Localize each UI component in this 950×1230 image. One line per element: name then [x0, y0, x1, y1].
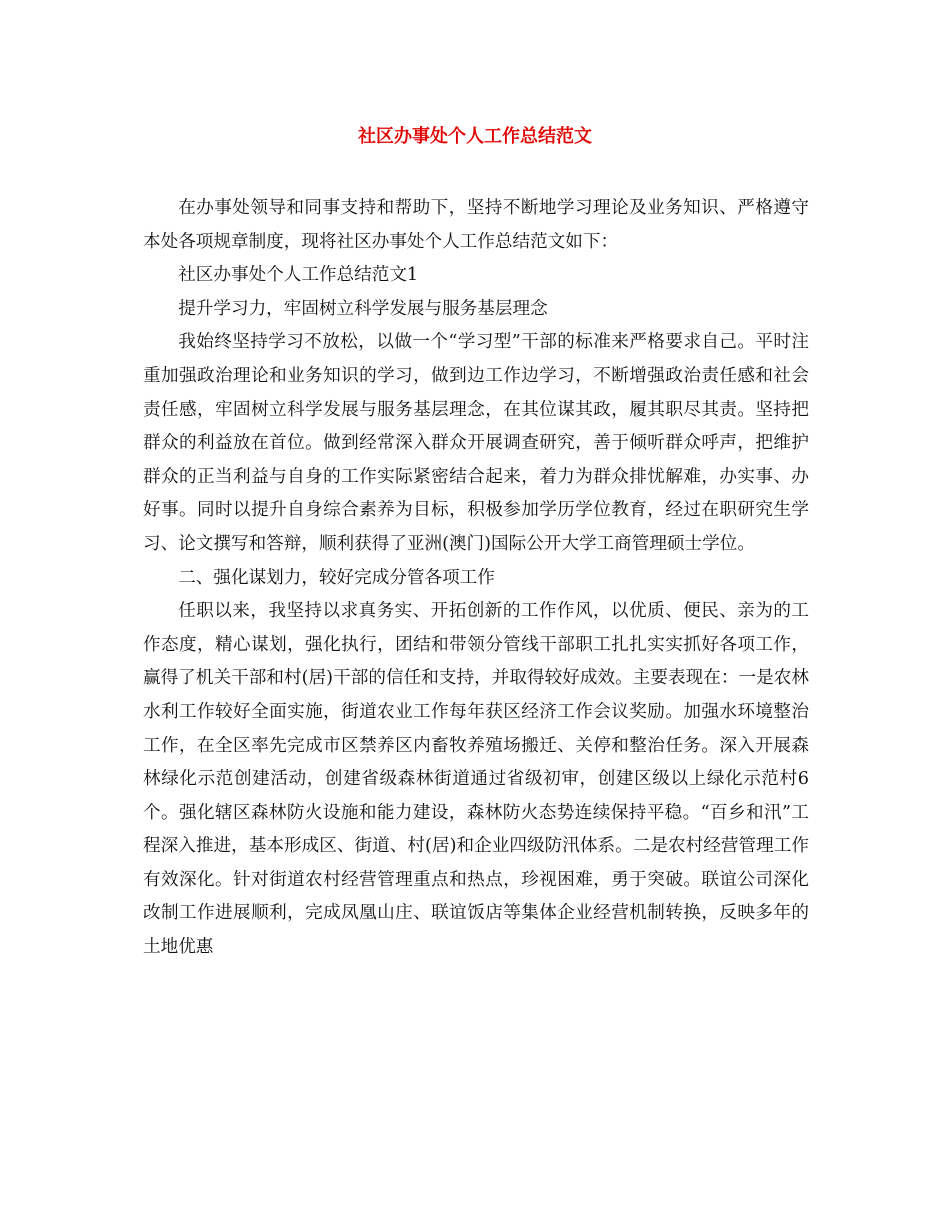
paragraph-intro: 在办事处领导和同事支持和帮助下，坚持不断地学习理论及业务知识、严格遵守本处各项规章制度，现将社区办事处个人工作总结范文如下：	[143, 198, 809, 252]
paragraph-body-1: 我始终坚持学习不放松，以做一个“学习型”干部的标准来严格要求自己。平时注重加强政治理论和业务知识的学习，做到边工作边学习，不断增强政治责任感和社会责任感，牢固树立科学发展与服务基层理念，在其位谋其政，履其职尽其责。坚持把群众的利益放在首位。做到经常深入群众开展调查研究，善于倾听群众呼声，把维护群众的正当利益与自身的工作实际紧密结合起来，着力为群众排忧解难，办实事、办好事。同时以提升自身综合素养为目标，积极参加学历学位教育，经过在职研究生学习、论文撰写和答辩，顺利获得了亚洲(澳门)国际公开大学工商管理硕士学位。	[143, 332, 809, 554]
paragraph-heading-1: 提升学习力，牢固树立科学发展与服务基层理念	[178, 298, 548, 319]
paragraph-body-2: 任职以来，我坚持以求真务实、开拓创新的工作作风，以优质、便民、亲为的工作态度，精心谋划，强化执行，团结和带领分管线干部职工扎扎实实抓好各项工作，赢得了机关干部和村(居)干部的信任和支持，并取得较好成效。主要表现在：一是农林水利工作较好全面实施，街道农业工作每年获区经济工作会议奖励。加强水环境整治工作，在全区率先完成市区禁养区内畜牧养殖场搬迁、关停和整治任务。深入开展森林绿化示范创建活动，创建省级森林街道通过省级初审，创建区级以上绿化示范村6个。强化辖区森林防火设施和能力建设，森林防火态势连续保持平稳。“百乡和汛”工程深入推进，基本形成区、街道、村(居)和企业四级防汛体系。二是农村经营管理工作有效深化。针对街道农村经营管理重点和热点，珍视困难，勇于突破。联谊公司深化改制工作进展顺利，完成凤凰山庄、联谊饭店等集体企业经营机制转换，反映多年的土地优惠	[143, 601, 809, 958]
document-title: 社区办事处个人工作总结范文	[358, 126, 592, 147]
paragraph-section-title: 社区办事处个人工作总结范文1	[178, 265, 419, 286]
document-body	[143, 192, 809, 965]
paragraph-heading-2: 二、强化谋划力，较好完成分管各项工作	[178, 567, 495, 588]
